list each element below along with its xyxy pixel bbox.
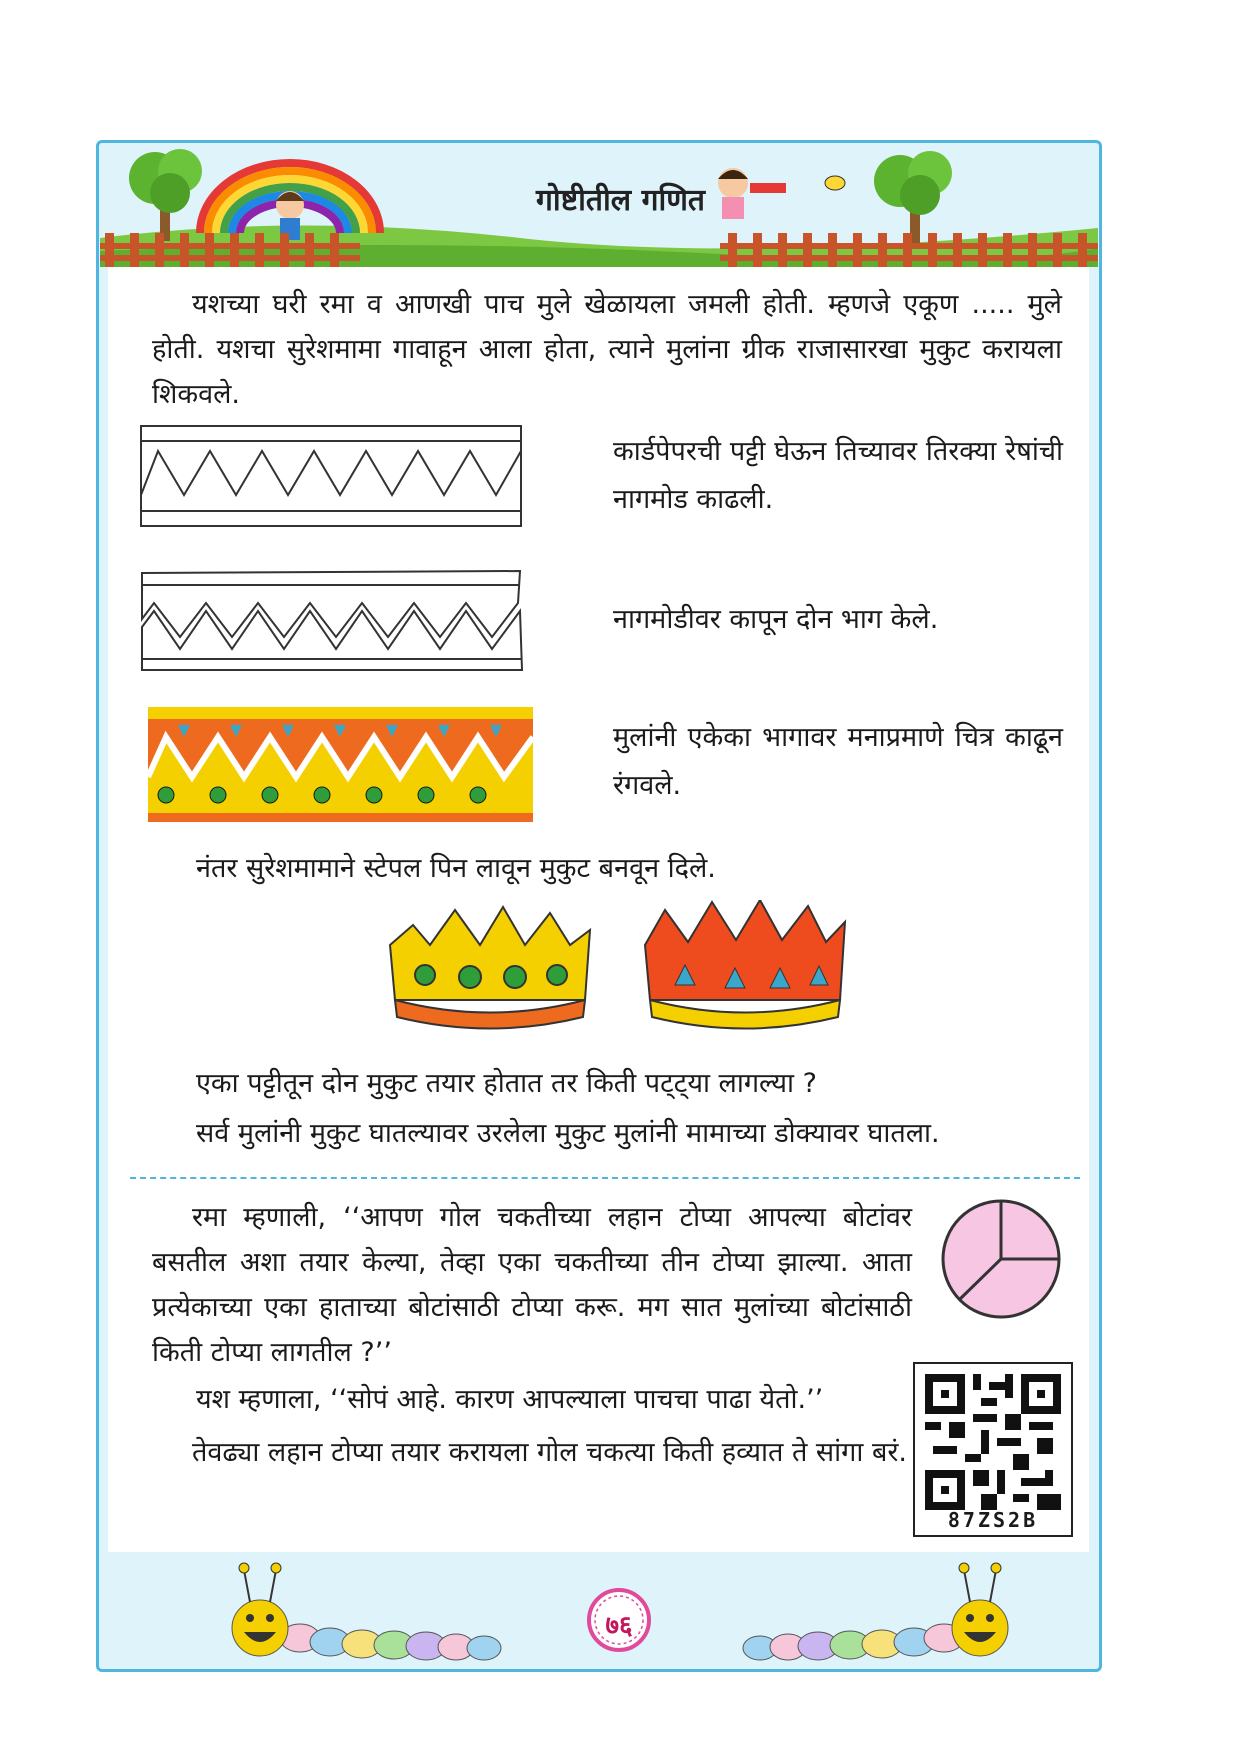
- qr-pattern-icon: [925, 1374, 1061, 1510]
- page-number: ७६: [605, 1611, 633, 1641]
- section-divider: [130, 1177, 1080, 1179]
- step4-text: नंतर सुरेशमामाने स्टेपल पिन लावून मुकुट बनवून दिले.: [196, 853, 716, 884]
- step1-text: कार्डपेपरची पट्टी घेऊन तिच्यावर तिरक्या रेषांची नागमोड काढली.: [613, 436, 1063, 515]
- qr-code-label: 87ZS2B: [947, 1508, 1039, 1532]
- cut-strip-illustration: [140, 567, 525, 672]
- page-title: गोष्टीतील गणित: [535, 183, 706, 218]
- question1-text: एका पट्टीतून दोन मुकुट तयार होतात तर किती पट्ट्या लागल्या ?: [196, 1068, 817, 1099]
- step2-text: नागमोडीवर कापून दोन भाग केले.: [613, 604, 939, 635]
- orange-crown-illustration: [640, 900, 850, 1030]
- yash-line: यश म्हणाला, ‘‘सोपं आहे. कारण आपल्याला पाचचा पाढा येतो.’’: [196, 1384, 824, 1415]
- question2-text: सर्व मुलांनी मुकुट घातल्यावर उरलेला मुकुट मुलांनी मामाच्या डोक्यावर घातला.: [196, 1118, 940, 1149]
- step3-text: मुलांनी एकेका भागावर मनाप्रमाणे चित्र काढून रंगवले.: [613, 722, 1063, 801]
- disc-divided-in-three-illustration: [940, 1198, 1062, 1320]
- zigzag-strip-illustration: [140, 425, 522, 527]
- final-question: तेवढ्या लहान टोप्या तयार करायला गोल चकत्या किती हव्यात ते सांगा बरं.: [192, 1437, 907, 1468]
- rama-paragraph: रमा म्हणाली, ‘‘आपण गोल चकतीच्या लहान टोप्या आपल्या बोटांवर बसतील अशा तयार केल्या, तेव्हा एका चकतीच्या तीन टोप्या झाल्या. आता प्रत्येकाच्या एका हाताच्या बोटांसाठी टोप्या करू. मग सात मुलांच्या बोटांसाठी किती टोप्या लागतील ?’’: [152, 1202, 912, 1368]
- yellow-crown-illustration: [385, 905, 595, 1030]
- painted-strip-illustration: [148, 707, 533, 822]
- story-intro: यशच्या घरी रमा व आणखी पाच मुले खेळायला जमली होती. म्हणजे एकूण ..... मुले होती. यशचा सुरेशमामा गावाहून आला होता, त्याने मुलांना ग्रीक राजासारखा मुकुट करायला शिकवले.: [152, 289, 1062, 410]
